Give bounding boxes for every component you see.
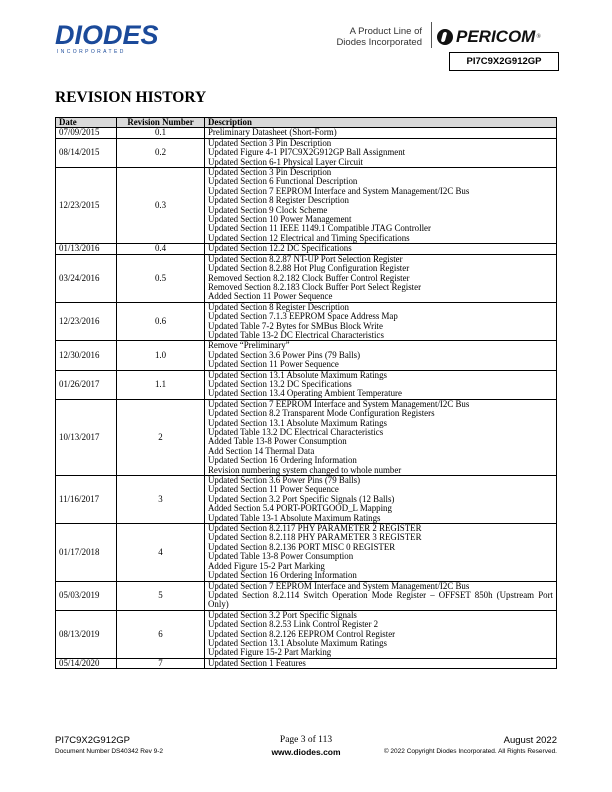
description-line: Revision numbering system changed to whole number (208, 464, 402, 475)
header-divider (431, 22, 432, 48)
footer-part-number: PI7C9X2G912GP (55, 735, 130, 746)
description-line: Updated Section 8.2.88 Hot Plug Configuration Register (208, 263, 410, 274)
product-line-note (330, 26, 422, 48)
description-line: Updated Section 3.2 Port Specific Signals (208, 609, 357, 620)
revision-date: 03/24/2016 (56, 254, 117, 302)
table-row (56, 128, 557, 138)
description-line: Updated Section 6 Functional Description (208, 176, 358, 187)
revision-date: 07/09/2015 (56, 128, 117, 138)
revision-date: 01/17/2018 (56, 524, 117, 581)
revision-description (205, 476, 557, 524)
description-line: Updated Table 13-2 DC Electrical Characteristics (208, 329, 384, 340)
revision-number: 7 (117, 658, 205, 668)
revision-date: 08/14/2015 (56, 138, 117, 167)
revision-table-body (56, 128, 557, 669)
description-line: Updated Section 8.2.118 PHY PARAMETER 3 REGISTER (208, 532, 422, 543)
description-line: Updated Section 8.2.117 PHY PARAMETER 2 REGISTER (208, 523, 422, 534)
description-line: Updated Section 1 Features (208, 657, 306, 668)
table-row (56, 476, 557, 524)
revision-date: 12/23/2015 (56, 168, 117, 244)
description-line: Add Section 14 Thermal Data (208, 445, 315, 456)
revision-date: 05/14/2020 (56, 658, 117, 668)
revision-date: 05/03/2019 (56, 581, 117, 610)
revision-date: 11/16/2017 (56, 476, 117, 524)
revision-description (205, 138, 557, 167)
revision-description (205, 658, 557, 668)
description-line: Updated Section 13.1 Absolute Maximum Ratings (208, 369, 387, 380)
description-line: Updated Section 8.2.53 Link Control Register 2 (208, 619, 379, 630)
revision-description (205, 302, 557, 341)
footer-website-link[interactable]: www.diodes.com (271, 747, 341, 757)
revision-description (205, 610, 557, 658)
table-row (56, 658, 557, 668)
description-line: Updated Section 8 Register Description (208, 195, 349, 206)
footer-document-number: Document Number DS40342 Rev 9-2 (55, 748, 164, 755)
footer-date: August 2022 (503, 735, 557, 746)
diodes-logo-subtitle: INCORPORATED (57, 49, 126, 55)
revision-date: 08/13/2019 (56, 610, 117, 658)
revision-number: 0.5 (117, 254, 205, 302)
description-line: Updated Section 13.1 Absolute Maximum Ratings (208, 417, 387, 428)
revision-number: 6 (117, 610, 205, 658)
table-row (56, 610, 557, 658)
revision-number: 0.6 (117, 302, 205, 341)
description-line: Updated Section 11 Power Sequence (208, 359, 339, 370)
revision-number: 0.4 (117, 244, 205, 254)
description-line: Updated Section 8.2 Transparent Mode Configuration Registers (208, 408, 435, 419)
table-row (56, 168, 557, 244)
registered-mark: ® (536, 34, 541, 40)
table-row (56, 254, 557, 302)
description-line: Updated Section 13.4 Operating Ambient Temperature (208, 388, 402, 399)
description-line: Updated Section 13.2 DC Specifications (208, 378, 352, 389)
description-line: Updated Section 7 EEPROM Interface and System Management/I2C Bus (208, 185, 470, 196)
description-line: Updated Table 7-2 Bytes for SMBus Block Write (208, 320, 383, 331)
revision-description (205, 244, 557, 254)
page-title: REVISION HISTORY (55, 89, 207, 106)
description-line: Updated Section 7 EEPROM Interface and System Management/I2C Bus (208, 580, 470, 591)
description-line: Updated Section 9 Clock Scheme (208, 204, 328, 215)
description-line: Updated Table 13-1 Absolute Maximum Ratings (208, 512, 381, 523)
revision-number: 4 (117, 524, 205, 581)
description-line: Updated Section 3 Pin Description (208, 167, 332, 178)
description-line: Updated Section 7.1.3 EEPROM Space Address Map (208, 311, 398, 322)
revision-number: 1.1 (117, 370, 205, 399)
revision-date: 01/13/2016 (56, 244, 117, 254)
table-row (56, 302, 557, 341)
description-line: Updated Section 16 Ordering Information (208, 455, 357, 466)
description-line: Added Section 5.4 PORT-PORTGOOD_L Mapping (208, 503, 392, 514)
description-line: Removed Section 8.2.182 Clock Buffer Control Register (208, 272, 410, 283)
description-line: Updated Section 3.2 Port Specific Signals (12 Balls) (208, 493, 395, 504)
part-number-box: PI7C9X2G912GP (449, 52, 559, 71)
column-header-revision: Revision Number (117, 118, 205, 128)
description-line: Updated Section 8.2.136 PORT MISC 0 REGISTER (208, 541, 396, 552)
description-line: Updated Section 8 Register Description (208, 301, 349, 312)
table-row (56, 370, 557, 399)
description-line: Remove “Preliminary” (208, 340, 290, 351)
description-line: Updated Section 10 Power Management (208, 214, 352, 225)
table-row (56, 581, 557, 610)
revision-number: 3 (117, 476, 205, 524)
revision-date: 10/13/2017 (56, 399, 117, 475)
description-line: Preliminary Datasheet (Short-Form) (208, 127, 337, 138)
revision-description (205, 341, 557, 370)
description-line: Updated Section 8.2.126 EEPROM Control Register (208, 628, 396, 639)
description-line: Updated Section 3.6 Power Pins (79 Balls) (208, 349, 361, 360)
revision-description (205, 524, 557, 581)
description-line: Updated Section 11 Power Sequence (208, 484, 339, 495)
description-line: Updated Table 13.2 DC Electrical Characteristics (208, 427, 384, 437)
product-line-text-2: Diodes Incorporated (336, 37, 422, 48)
description-line: Updated Section 6-1 Physical Layer Circuit (208, 156, 364, 167)
description-line: Added Section 11 Power Sequence (208, 291, 333, 302)
table-row (56, 244, 557, 254)
description-line: Updated Section 11 IEEE 1149.1 Compatible JTAG Controller (208, 223, 431, 234)
column-header-date: Date (56, 118, 117, 128)
description-line: Updated Section 8.2.114 Switch Operation Mode Register – OFFSET 850h (Upstream Port Only) (208, 589, 553, 610)
description-line: Updated Table 13-8 Power Consumption (208, 551, 354, 562)
description-line: Removed Section 8.2.183 Clock Buffer Port Select Register (208, 281, 422, 292)
diodes-logo-text: DIODES (55, 20, 159, 50)
revision-description (205, 581, 557, 610)
table-row (56, 399, 557, 475)
footer-copyright: © 2022 Copyright Diodes Incorporated. All Rights Reserved. (383, 748, 557, 755)
description-line: Updated Section 13.1 Absolute Maximum Ratings (208, 637, 387, 648)
revision-description (205, 128, 557, 138)
revision-date: 12/23/2016 (56, 302, 117, 341)
revision-description (205, 370, 557, 399)
revision-number: 5 (117, 581, 205, 610)
diodes-logo (55, 22, 159, 55)
description-line: Added Figure 15-2 Part Marking (208, 560, 325, 571)
footer-page-number: Page 3 of 113 (279, 735, 333, 745)
description-line: Updated Section 12.2 DC Specifications (208, 243, 352, 254)
revision-description (205, 399, 557, 475)
revision-table (55, 117, 557, 669)
revision-description (205, 168, 557, 244)
description-line: Added Table 13-8 Power Consumption (208, 436, 347, 447)
description-line: Updated Section 12 Electrical and Timing Specifications (208, 232, 410, 243)
revision-number: 0.3 (117, 168, 205, 244)
revision-description (205, 254, 557, 302)
column-header-description: Description (205, 118, 557, 128)
pericom-logo (437, 27, 541, 47)
description-line: Updated Section 3 Pin Description (208, 137, 332, 148)
description-line: Updated Section 8.2.87 NT-UP Port Selection Register (208, 253, 403, 264)
table-row (56, 341, 557, 370)
revision-number: 1.0 (117, 341, 205, 370)
revision-number: 0.2 (117, 138, 205, 167)
revision-number: 2 (117, 399, 205, 475)
description-line: Updated Section 3.6 Power Pins (79 Balls) (208, 475, 361, 486)
table-row (56, 138, 557, 167)
description-line: Updated Section 7 EEPROM Interface and System Management/I2C Bus (208, 398, 470, 409)
table-header-row (56, 118, 557, 128)
description-line: Updated Figure 4-1 PI7C9X2G912GP Ball Assignment (208, 147, 406, 158)
table-row (56, 524, 557, 581)
product-line-text-1: A Product Line of (349, 26, 422, 37)
revision-date: 12/30/2016 (56, 341, 117, 370)
pericom-logo-text: PERICOM (456, 27, 536, 46)
revision-date: 01/26/2017 (56, 370, 117, 399)
pericom-mark-icon (437, 29, 453, 45)
description-line: Updated Figure 15-2 Part Marking (208, 647, 332, 658)
description-line: Updated Section 16 Ordering Information (208, 570, 357, 581)
revision-number: 0.1 (117, 128, 205, 138)
